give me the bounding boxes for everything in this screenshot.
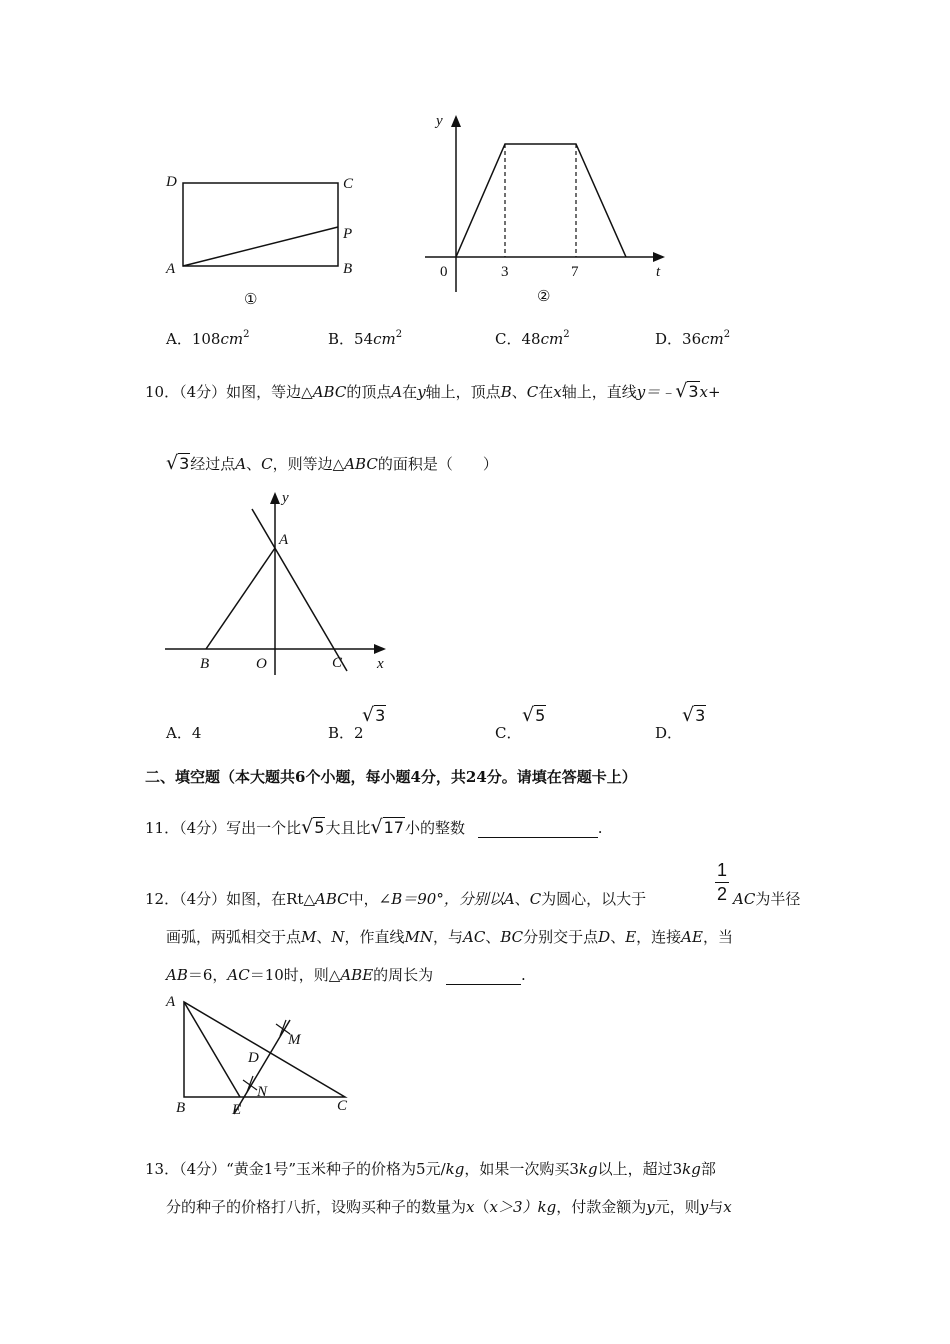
sqrt-icon: √ <box>370 816 383 838</box>
segment-ab <box>206 548 275 649</box>
q12-line-2: 画弧，两弧相交于点M、N，作直线MN，与AC、BC分别交于点D、E，连接AE，当 <box>166 928 733 946</box>
triangle-abc <box>184 1002 345 1097</box>
label-b: B <box>200 656 210 672</box>
tick-3: 3 <box>501 264 509 280</box>
x-axis-arrow <box>374 644 386 654</box>
q10-option-b-root: √3 <box>362 704 386 726</box>
q9-figure-2 <box>425 110 675 310</box>
label-e: E <box>232 1102 242 1118</box>
q12-frac-denominator: 2 <box>717 884 728 904</box>
q9-option-a[interactable]: A．$108cm^2$ <box>166 329 250 348</box>
label-m: M <box>288 1032 301 1048</box>
caption-2: ② <box>537 289 551 305</box>
x-axis-arrow <box>653 252 665 262</box>
q11-line: 11．（4分）写出一个比√5大且比√17小的整数 . <box>145 816 603 838</box>
q12-line-1: 12．（4分）如图，在Rt△ABC中，∠B＝90°，分别以A、C为圆心，以大于 <box>145 890 647 908</box>
tick-7: 7 <box>571 264 579 280</box>
q10-option-c-root: √5 <box>522 704 546 726</box>
label-c: C <box>343 176 354 192</box>
q10-option-c[interactable]: C． <box>495 724 522 742</box>
rectangle-abcd <box>183 183 338 266</box>
q12-answer-blank[interactable] <box>446 968 521 985</box>
q13-line-1: 13．（4分）“黄金1号”玉米种子的价格为5元/kg，如果一次购买3kg以上，超过3kg部 <box>145 1160 716 1178</box>
label-y: y <box>436 113 443 129</box>
q13-line-2: 分的种子的价格打八折，设购买种子的数量为x（x＞3）kg，付款金额为y元，则y与x <box>166 1198 732 1216</box>
sqrt-icon: √ <box>675 380 688 402</box>
label-x: x <box>377 656 384 672</box>
q10-option-a[interactable]: A．4 <box>166 724 202 742</box>
sqrt-icon: √ <box>682 704 695 726</box>
sqrt-icon: √ <box>362 704 375 726</box>
segment-ae <box>184 1002 240 1097</box>
q12-frac-bar <box>715 882 729 883</box>
label-a: A <box>279 532 289 548</box>
label-a: A <box>166 994 176 1010</box>
q11-answer-blank[interactable] <box>478 821 598 838</box>
label-n: N <box>257 1084 268 1100</box>
label-d: D <box>248 1050 259 1066</box>
label-b: B <box>176 1100 186 1116</box>
label-o: O <box>256 656 267 672</box>
label-c: C <box>332 655 343 671</box>
q10-option-d[interactable]: D． <box>655 724 683 742</box>
q12-line-1-tail: AC为半径 <box>733 890 801 908</box>
q10-option-b[interactable]: B．2 <box>328 724 364 742</box>
q10-option-d-root: √3 <box>682 704 706 726</box>
q9-option-b[interactable]: B．$54cm^2$ <box>328 329 403 348</box>
q9-figure-1 <box>160 165 370 315</box>
q10-line-1: 10．（4分）如图，等边△ABC的顶点A在y轴上，顶点B、C在x轴上，直线y＝﹣√3x+ <box>145 380 721 402</box>
line-ac <box>252 509 347 671</box>
label-p: P <box>343 226 353 242</box>
q12-frac-numerator: 1 <box>717 860 728 880</box>
q9-option-c[interactable]: C．$48cm^2$ <box>495 329 570 348</box>
label-c: C <box>337 1098 348 1114</box>
q9-option-d[interactable]: D．$36cm^2$ <box>655 329 731 348</box>
sqrt-icon: √ <box>166 452 179 474</box>
label-origin: 0 <box>440 264 448 280</box>
segment-ap <box>183 227 338 266</box>
q10-line-2: √3经过点A、C，则等边△ABC的面积是（ ） <box>166 452 498 474</box>
caption-1: ① <box>244 292 258 308</box>
label-b: B <box>343 261 353 277</box>
section-2-title: 二、填空题（本大题共6个小题，每小题4分，共24分。请填在答题卡上） <box>145 768 637 786</box>
sqrt-icon: √ <box>522 704 535 726</box>
q12-figure <box>160 990 370 1120</box>
label-d: D <box>166 174 177 190</box>
q12-line-3: AB＝6，AC＝10时，则△ABE的周长为 . <box>166 966 526 984</box>
label-a: A <box>166 261 176 277</box>
graph-line <box>456 144 626 257</box>
sqrt-icon: √ <box>301 816 314 838</box>
y-axis-arrow <box>451 115 461 127</box>
label-t: t <box>656 264 661 280</box>
q10-figure <box>160 485 400 680</box>
y-axis-arrow <box>270 492 280 504</box>
label-y: y <box>282 490 289 506</box>
